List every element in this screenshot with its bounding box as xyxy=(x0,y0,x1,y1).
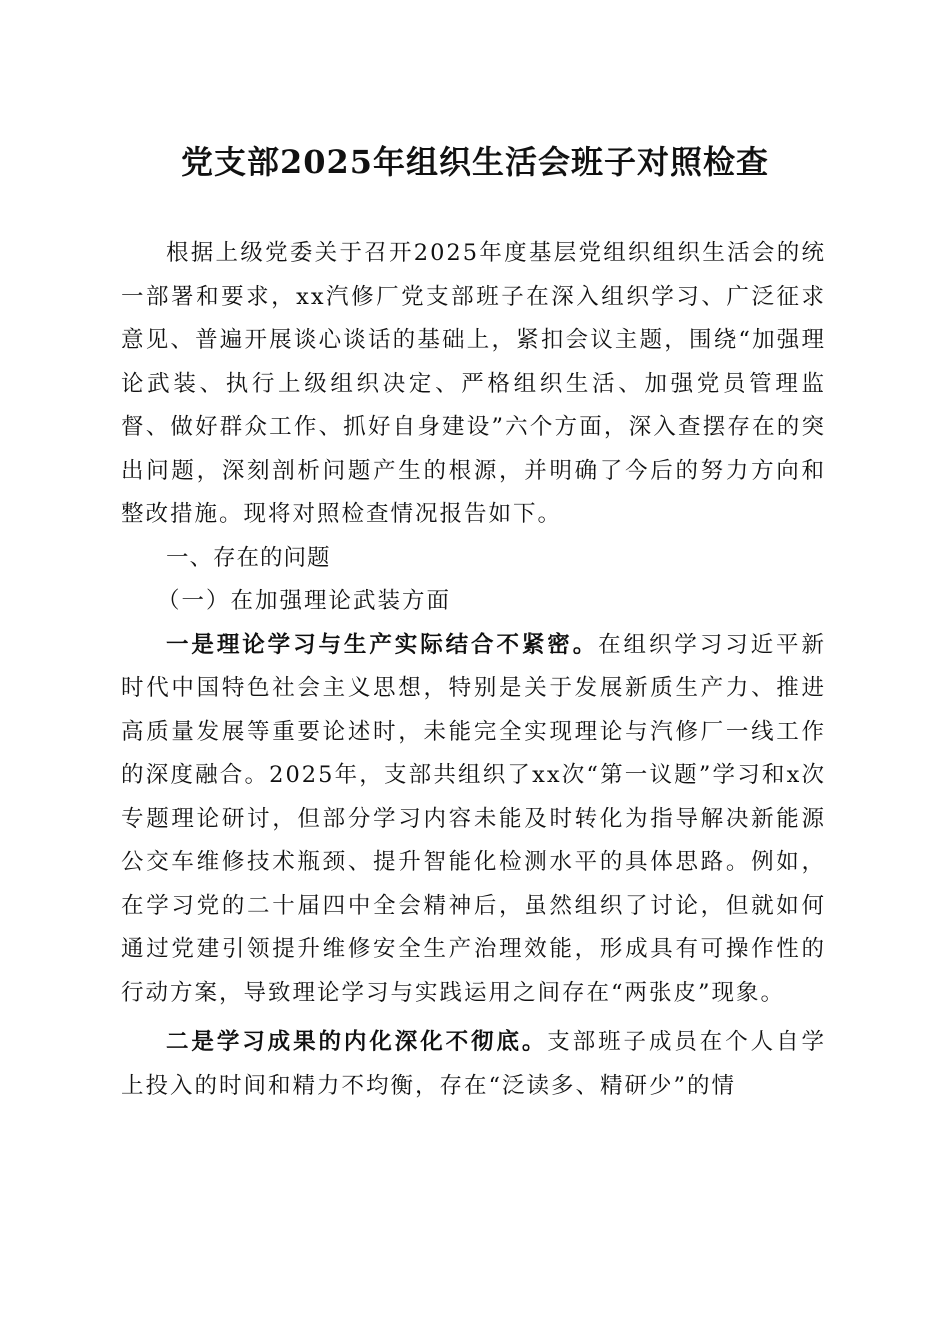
subsection-heading-theory: （一）在加强理论武装方面 xyxy=(157,588,452,614)
point-one-lead: 一是理论学习与生产实际结合不紧密。 xyxy=(166,631,599,658)
point-one-body: 在组织学习习近平新时代中国特色社会主义思想，特别是关于发展新质生产力、推进高质量发展等重要论述时，未能完全实现理论与汽修厂一线工作的深度融合。2025年，支部共组织了xx次“第一议题”学习和x次专题理论研讨，但部分学习内容未能及时转化为指导解决新能源公交车维修技术瓶颈、提升智能化检测水平的具体思路。例如，在学习党的二十届四中全会精神后，虽然组织了讨论，但就如何通过党建引领提升维修安全生产治理效能，形成具有可操作性的行动方案，导致理论学习与实践运用之间存在“两张皮”现象。 xyxy=(121,631,826,1006)
intro-paragraph: 根据上级党委关于召开2025年度基层党组织组织生活会的统一部署和要求，xx汽修厂党支部班子在深入组织学习、广泛征求意见、普遍开展谈心谈话的基础上，紧扣会议主题，围绕“加强理论武装、执行上级组织决定、严格组织生活、加强党员管理监督、做好群众工作、抓好自身建设”六个方面，深入查摆存在的突出问题，深刻剖析问题产生的根源，并明确了今后的努力方向和整改措施。现将对照检查情况报告如下。 xyxy=(121,240,826,527)
point-two-body: 支部班子成员在个人自学上投入的时间和精力不均衡，存在“泛读多、精研少”的情 xyxy=(121,1029,826,1099)
point-two-paragraph xyxy=(121,1021,826,1108)
point-one-paragraph xyxy=(121,624,826,1016)
document-body xyxy=(121,232,826,1108)
section-heading-problems: 一、存在的问题 xyxy=(166,544,331,571)
document-title: 党支部2025年组织生活会班子对照检查 xyxy=(180,143,770,181)
point-two-lead: 二是学习成果的内化深化不彻底。 xyxy=(166,1029,548,1055)
